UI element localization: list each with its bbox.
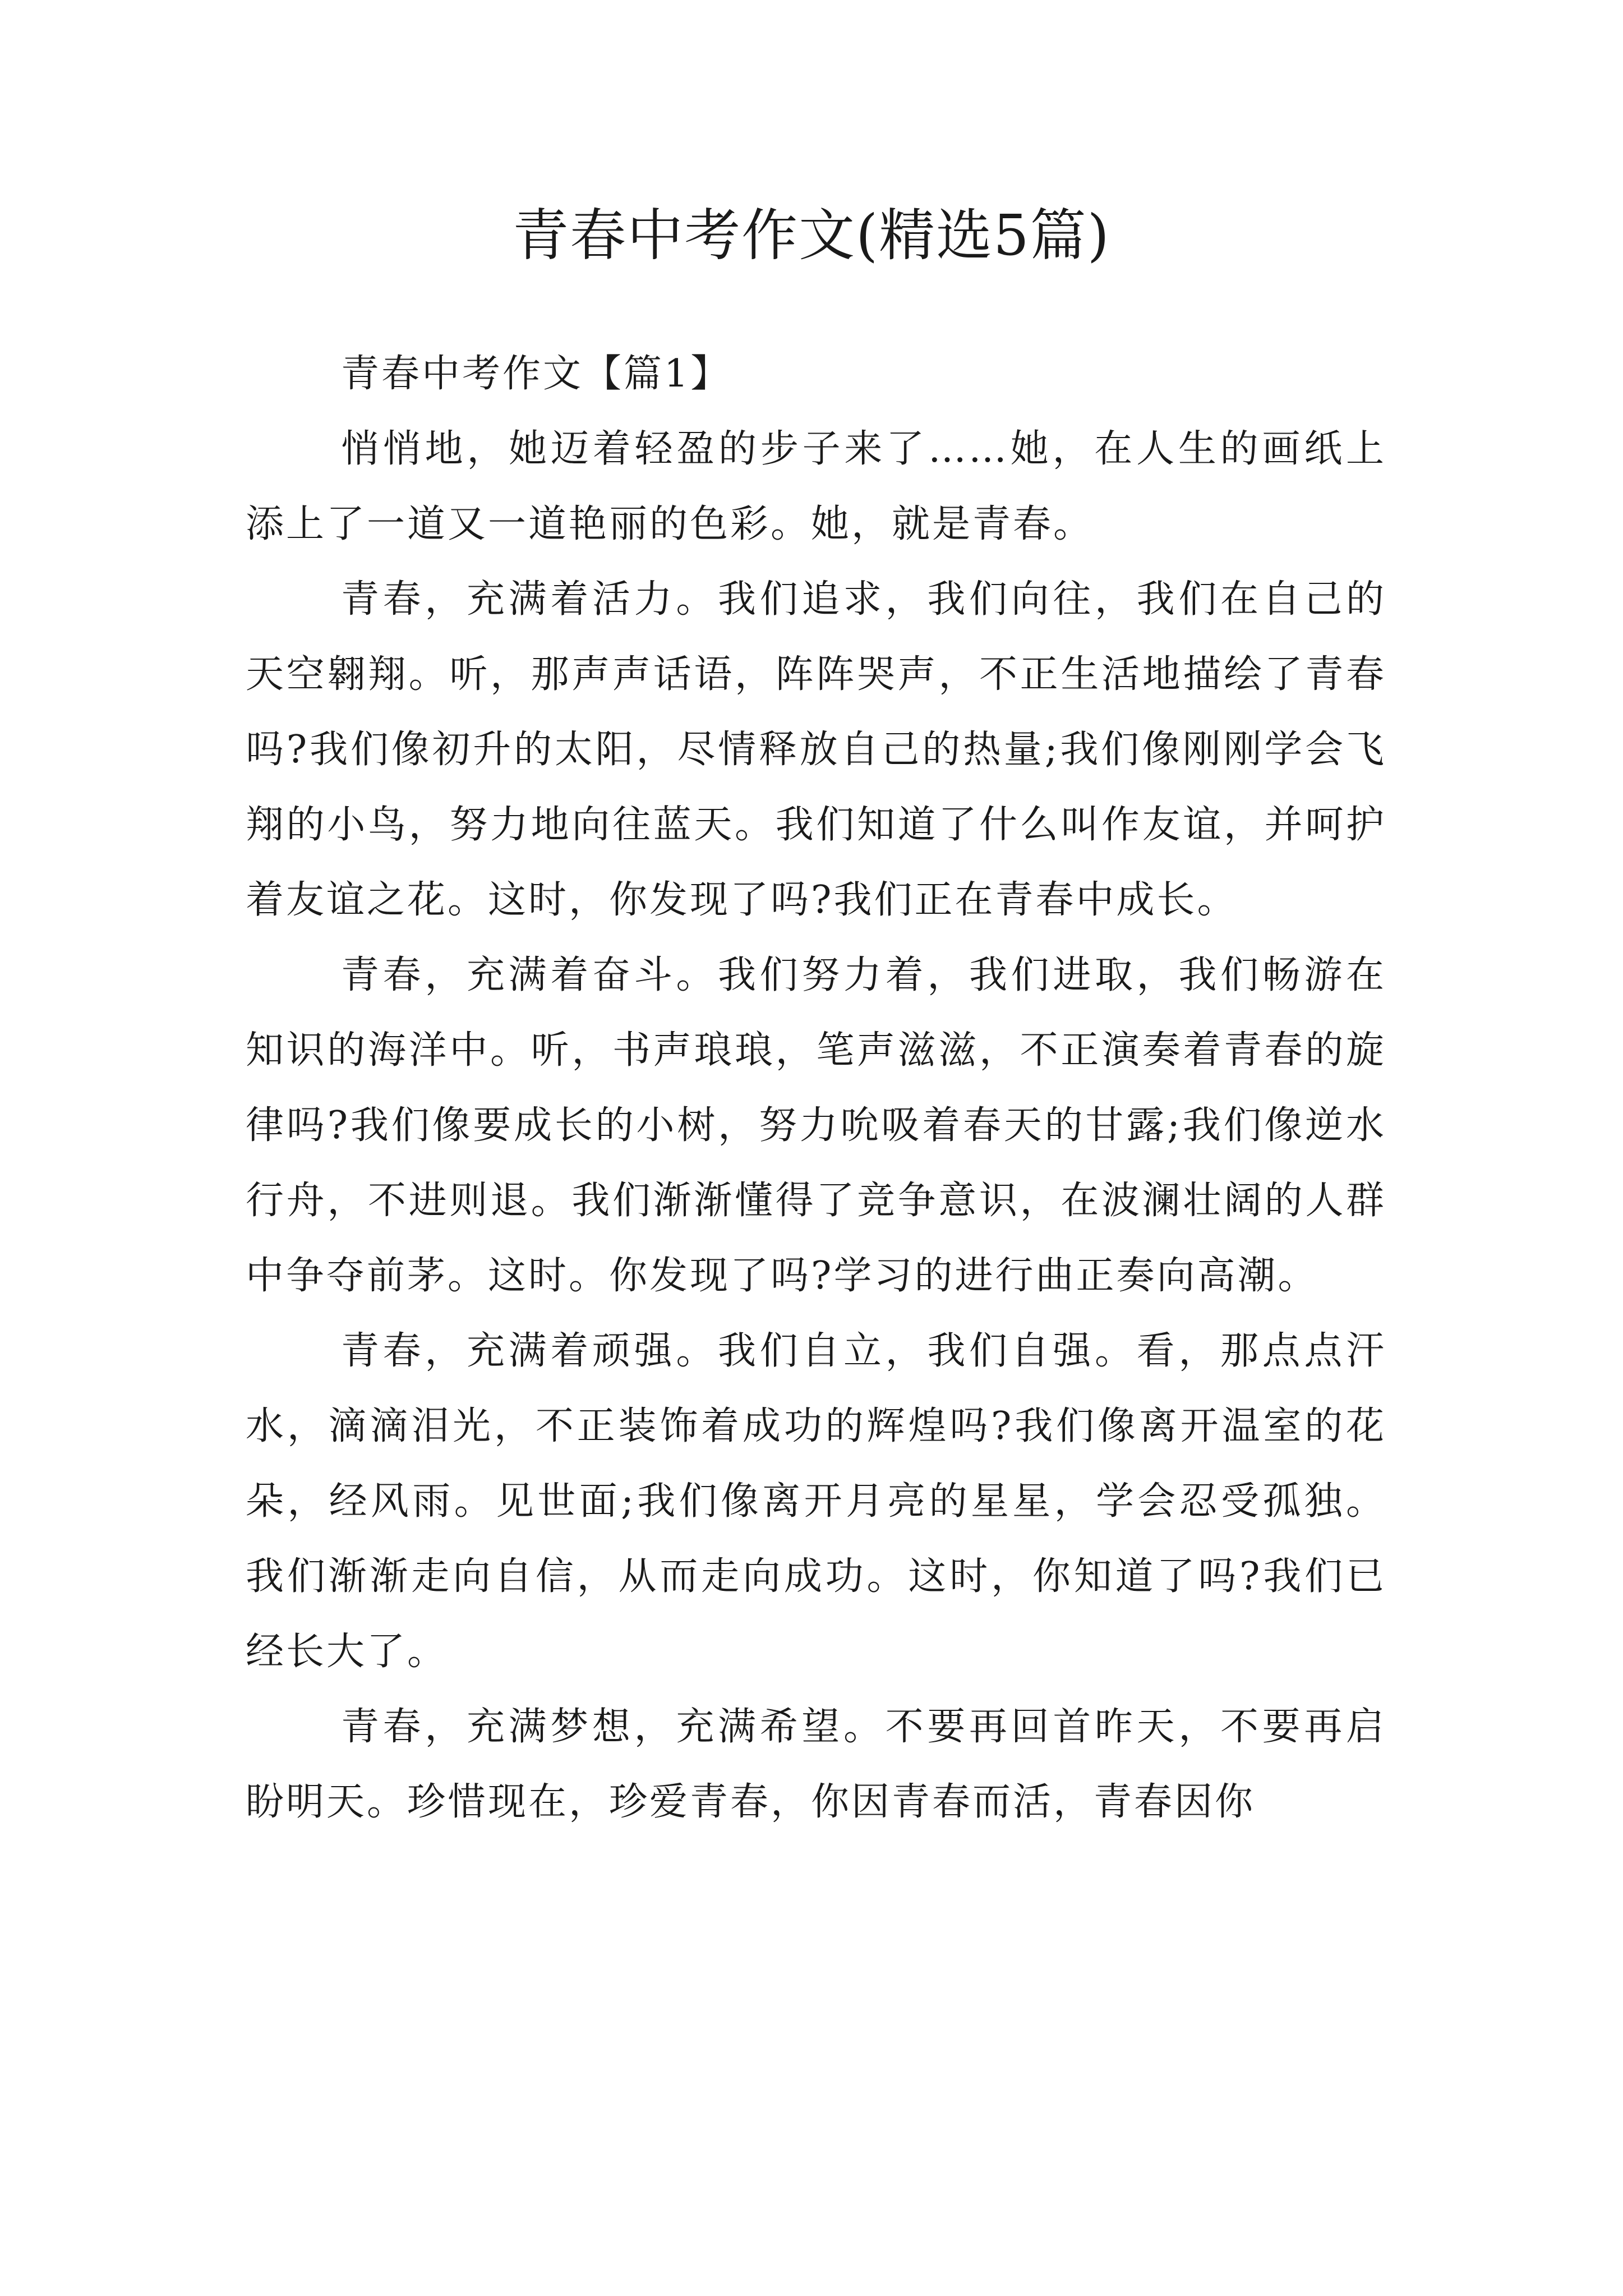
paragraph: 青春，充满梦想，充满希望。不要再回首昨天，不要再启盼明天。珍惜现在，珍爱青春，你因青春而活，青春因你 xyxy=(246,1705,1386,1824)
document-title: 青春中考作文(精选5篇) xyxy=(513,203,1110,268)
paragraph: 青春，充满着活力。我们追求，我们向往，我们在自己的天空翱翔。听，那声声话语，阵阵哭声，不正生活地描绘了青春吗?我们像初升的太阳，尽情释放自己的热量;我们像刚刚学会飞翔的小鸟，努力地向往蓝天。我们知道了什么叫作友谊，并呵护着友谊之花。这时，你发现了吗?我们正在青春中成长。 xyxy=(246,577,1386,922)
document-body xyxy=(246,337,1386,1840)
paragraph: 青春，充满着奋斗。我们努力着，我们进取，我们畅游在知识的海洋中。听，书声琅琅，笔声滋滋，不正演奏着青春的旋律吗?我们像要成长的小树，努力吮吸着春天的甘露;我们像逆水行舟，不进则退。我们渐渐懂得了竞争意识，在波澜壮阔的人群中争夺前茅。这时。你发现了吗?学习的进行曲正奏向高潮。 xyxy=(246,953,1386,1298)
section-heading: 青春中考作文【篇1】 xyxy=(341,352,731,396)
paragraph: 青春，充满着顽强。我们自立，我们自强。看，那点点汗水，滴滴泪光，不正装饰着成功的辉煌吗?我们像离开温室的花朵，经风雨。见世面;我们像离开月亮的星星，学会忍受孤独。我们渐渐走向自信，从而走向成功。这时，你知道了吗?我们已经长大了。 xyxy=(246,1329,1386,1674)
paragraph: 悄悄地，她迈着轻盈的步子来了……她，在人生的画纸上添上了一道又一道艳丽的色彩。她，就是青春。 xyxy=(246,427,1386,546)
